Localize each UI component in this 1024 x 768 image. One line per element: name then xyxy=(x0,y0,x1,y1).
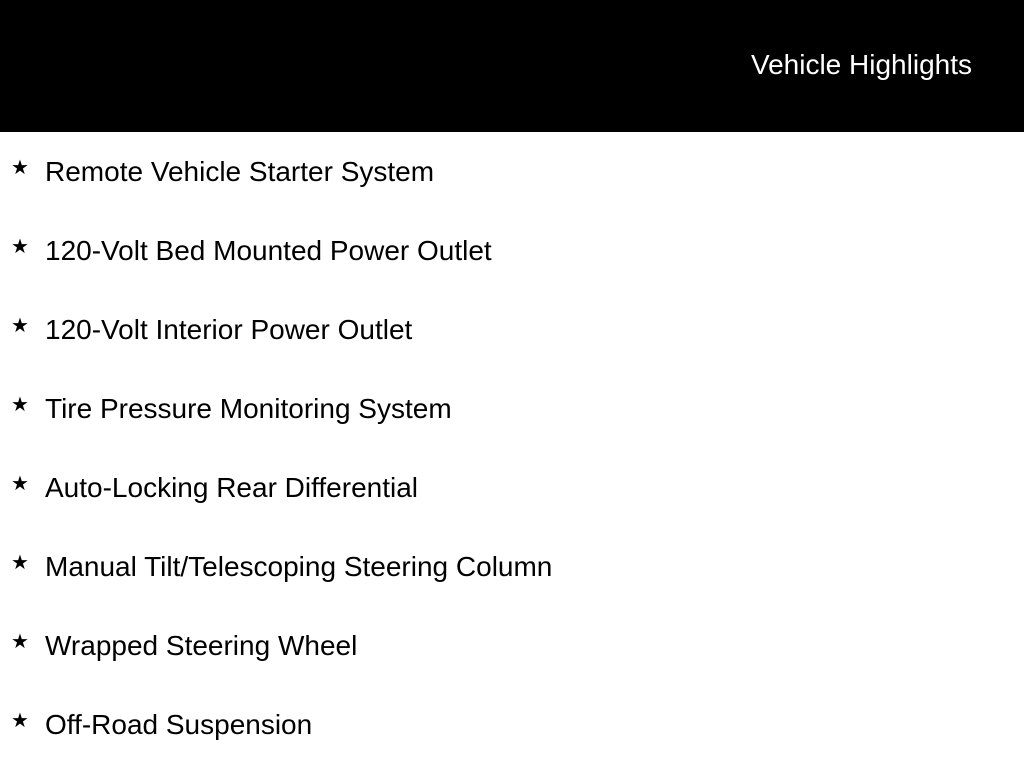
star-icon: ★ xyxy=(11,552,29,574)
list-item xyxy=(0,290,1024,369)
highlights-list xyxy=(0,132,1024,764)
star-icon: ★ xyxy=(11,315,29,337)
star-icon: ★ xyxy=(11,394,29,416)
highlight-label: 120-Volt Bed Mounted Power Outlet xyxy=(45,235,492,266)
list-item xyxy=(0,369,1024,448)
list-item xyxy=(0,132,1024,211)
star-icon: ★ xyxy=(11,631,29,653)
highlight-label: Wrapped Steering Wheel xyxy=(45,630,358,661)
highlight-label: Manual Tilt/Telescoping Steering Column xyxy=(45,551,553,582)
highlight-label: Auto-Locking Rear Differential xyxy=(45,472,419,503)
list-item xyxy=(0,685,1024,764)
header-bar xyxy=(0,0,1024,132)
star-icon: ★ xyxy=(11,236,29,258)
page-title: Vehicle Highlights xyxy=(750,49,972,80)
list-item xyxy=(0,448,1024,527)
highlight-label: Off-Road Suspension xyxy=(45,709,313,740)
highlight-label: 120-Volt Interior Power Outlet xyxy=(45,314,413,345)
list-item xyxy=(0,527,1024,606)
star-icon: ★ xyxy=(11,710,29,732)
star-icon: ★ xyxy=(11,473,29,495)
list-item xyxy=(0,211,1024,290)
list-item xyxy=(0,606,1024,685)
highlight-label: Tire Pressure Monitoring System xyxy=(45,393,452,424)
highlight-label: Remote Vehicle Starter System xyxy=(45,156,435,187)
star-icon: ★ xyxy=(11,157,29,179)
